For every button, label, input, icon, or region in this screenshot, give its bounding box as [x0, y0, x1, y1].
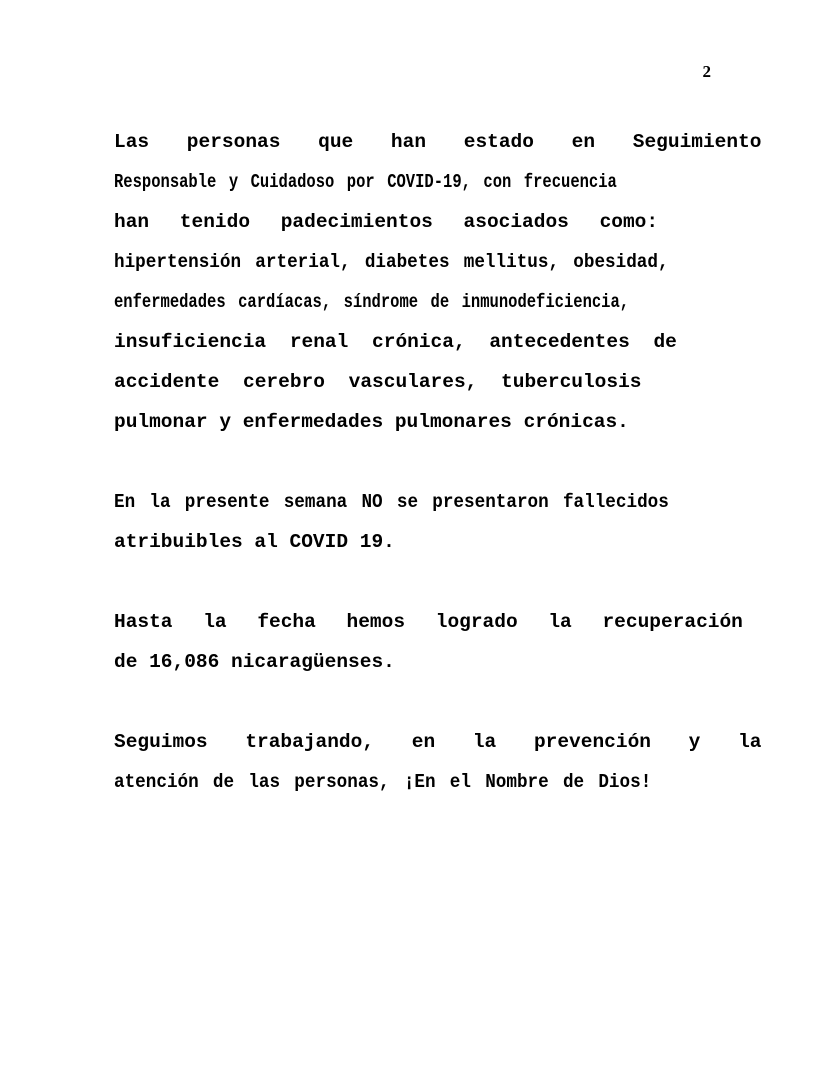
text-line-content: Responsable y Cuidadoso por COVID-19, con frecuencia — [114, 171, 617, 193]
paragraph — [114, 122, 762, 442]
document-body — [114, 122, 762, 802]
text-line-content: Seguimos trabajando, en la prevención y la — [114, 731, 762, 753]
text-line-content: En la presente semana NO se presentaron fallecidos — [114, 491, 669, 513]
text-line-content: Las personas que han estado en Seguimiento — [114, 131, 762, 153]
text-line — [114, 322, 711, 362]
text-line-content: pulmonar y enfermedades pulmonares crónicas. — [114, 411, 629, 433]
text-line — [114, 162, 711, 202]
text-line-content: accidente cerebro vasculares, tuberculosis — [114, 371, 642, 393]
text-line — [114, 642, 711, 682]
text-line — [114, 722, 762, 762]
paragraph — [114, 602, 743, 682]
text-line — [114, 242, 711, 282]
paragraph — [114, 722, 762, 802]
text-line — [114, 762, 711, 802]
text-line-content: atribuibles al COVID 19. — [114, 531, 395, 553]
text-line — [114, 122, 762, 162]
text-line — [114, 402, 711, 442]
text-line — [114, 202, 711, 242]
text-line-content: Hasta la fecha hemos logrado la recuperación — [114, 611, 743, 633]
text-line-content: han tenido padecimientos asociados como: — [114, 211, 659, 233]
text-line — [114, 282, 711, 322]
text-line — [114, 362, 711, 402]
text-line-content: atención de las personas, ¡En el Nombre de Dios! — [114, 771, 652, 793]
text-line-content: de 16,086 nicaragüenses. — [114, 651, 395, 673]
text-line — [114, 482, 711, 522]
text-line-content: enfermedades cardíacas, síndrome de inmunodeficiencia, — [114, 291, 630, 313]
text-line-content: insuficiencia renal crónica, antecedentes de — [114, 331, 677, 353]
text-line-content: hipertensión arterial, diabetes mellitus, obesidad, — [114, 251, 669, 273]
text-line — [114, 522, 711, 562]
paragraph — [114, 482, 711, 562]
text-line — [114, 602, 743, 642]
page-number: 2 — [702, 62, 711, 81]
